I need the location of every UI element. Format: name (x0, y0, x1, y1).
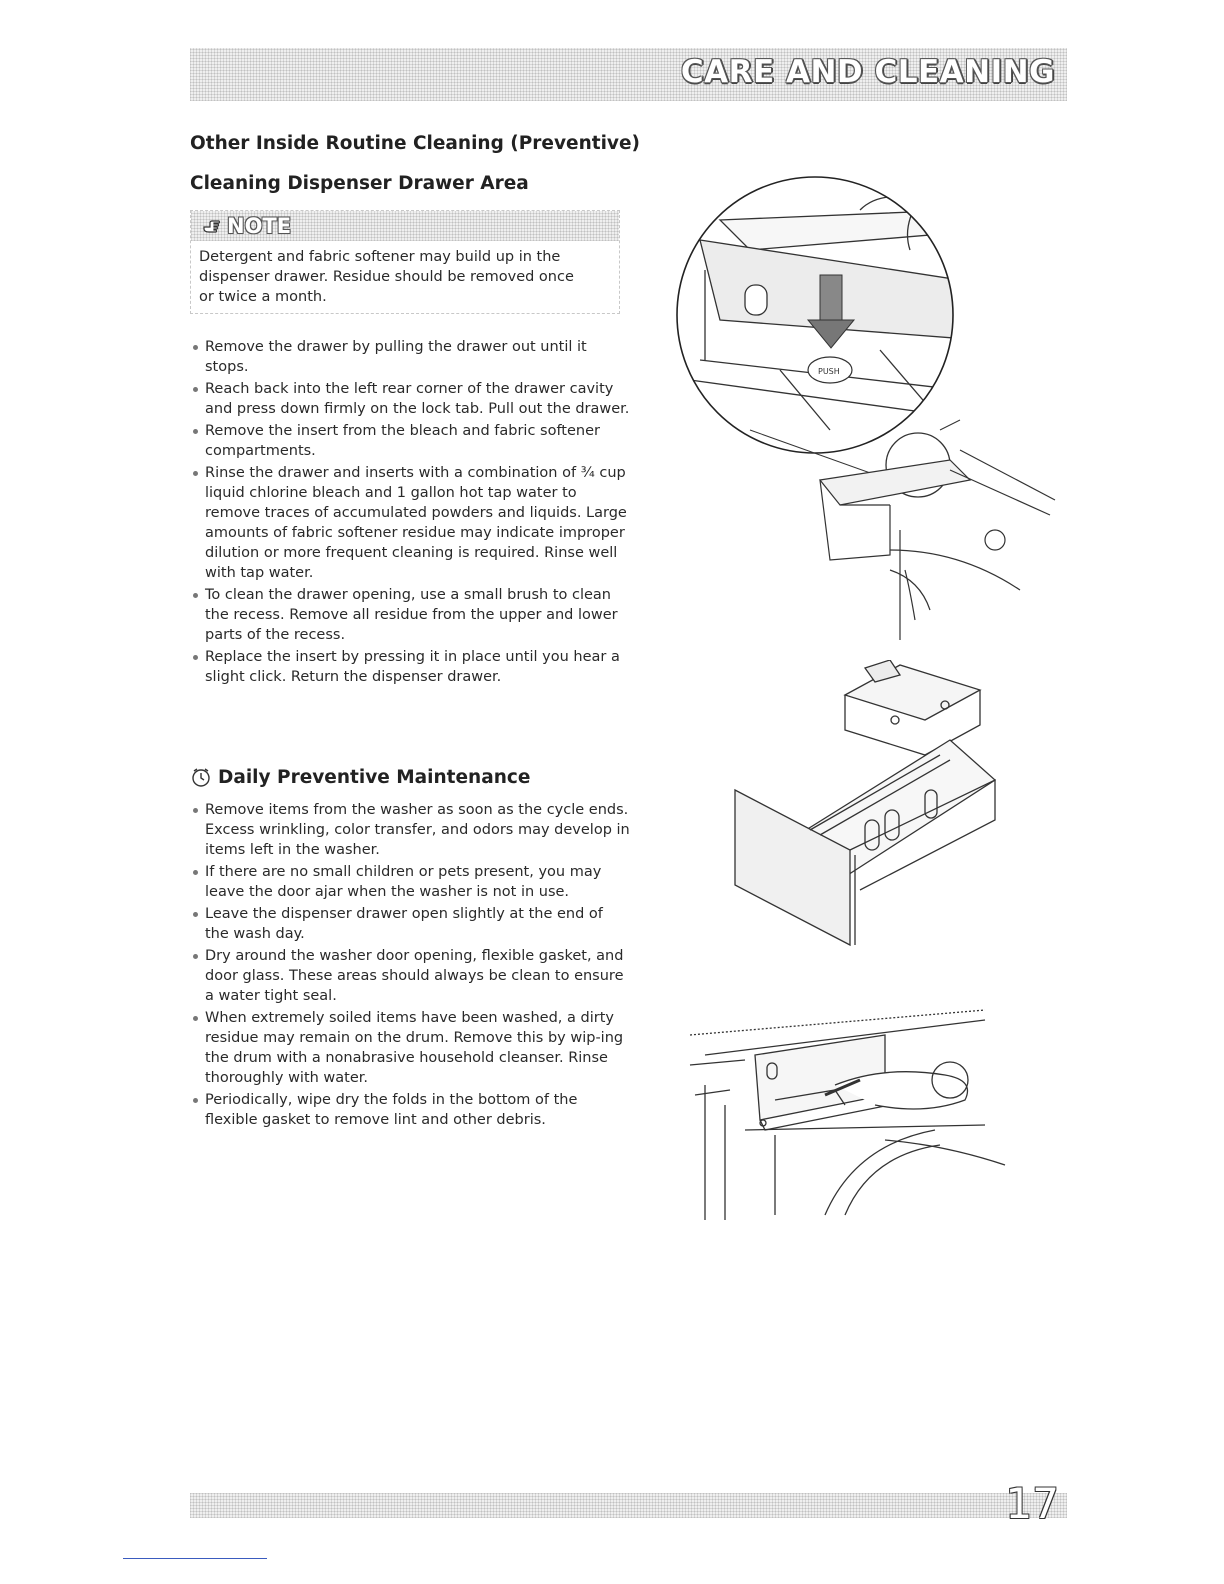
drawer-insert-illustration (730, 660, 1000, 950)
daily-heading-text: Daily Preventive Maintenance (218, 766, 531, 788)
section-title: CARE AND CLEANING (680, 54, 1055, 90)
list-item: Leave the dispenser drawer open slightly at the end of the wash day. (190, 904, 630, 944)
list-item: To clean the drawer opening, use a small brush to clean the recess. Remove all residue from the upper and lower parts of the recess. (190, 585, 630, 645)
clock-icon (190, 766, 212, 788)
heading-sub: Cleaning Dispenser Drawer Area (190, 173, 529, 194)
note-box (190, 210, 620, 314)
list-item: Rinse the drawer and inserts with a combination of ¾ cup liquid chlorine bleach and 1 gallon hot tap water to remove traces of accumulated powders and liquids. Large amounts of fabric softener residue may indicate improper dilution or more frequent cleaning is required. Rinse well with tap water. (190, 463, 630, 583)
list-item: Reach back into the left rear corner of the drawer cavity and press down firmly on the lock tab. Pull out the drawer. (190, 379, 630, 419)
note-text: Detergent and fabric softener may build up in the dispenser drawer. Residue should be removed once or twice a month. (199, 249, 574, 305)
note-label: NOTE (227, 214, 292, 238)
list-item: When extremely soiled items have been washed, a dirty residue may remain on the drum. Remove this by wip-ing the drum with a nonabrasive household cleanser. Rinse thoroughly with water. (190, 1008, 630, 1088)
lock-tab-label: PUSH (818, 367, 840, 376)
list-item: If there are no small children or pets present, you may leave the door ajar when the washer is not in use. (190, 862, 630, 902)
heading-main: Other Inside Routine Cleaning (Preventive) (190, 133, 640, 154)
drawer-steps-list (190, 337, 630, 689)
list-item: Remove items from the washer as soon as the cycle ends. Excess wrinkling, color transfer, and odors may develop in items left in the washer. (190, 800, 630, 860)
lock-tab-illustration (660, 170, 1060, 640)
recess-brush-illustration (685, 1005, 1025, 1220)
bottom-rule (123, 1558, 267, 1559)
list-item: Remove the insert from the bleach and fabric softener compartments. (190, 421, 630, 461)
note-header (191, 211, 619, 241)
footer-band (190, 1479, 1067, 1528)
section-header-band (190, 48, 1067, 101)
daily-steps-list (190, 800, 630, 1132)
page-number: 17 (1005, 1479, 1059, 1528)
list-item: Dry around the washer door opening, flexible gasket, and door glass. These areas should always be clean to ensure a water tight seal. (190, 946, 630, 1006)
daily-heading (190, 766, 530, 788)
list-item: Periodically, wipe dry the folds in the bottom of the flexible gasket to remove lint and other debris. (190, 1090, 630, 1130)
list-item: Remove the drawer by pulling the drawer out until it stops. (190, 337, 630, 377)
list-item: Replace the insert by pressing it in place until you hear a slight click. Return the dispenser drawer. (190, 647, 630, 687)
pointing-hand-icon (201, 215, 223, 237)
